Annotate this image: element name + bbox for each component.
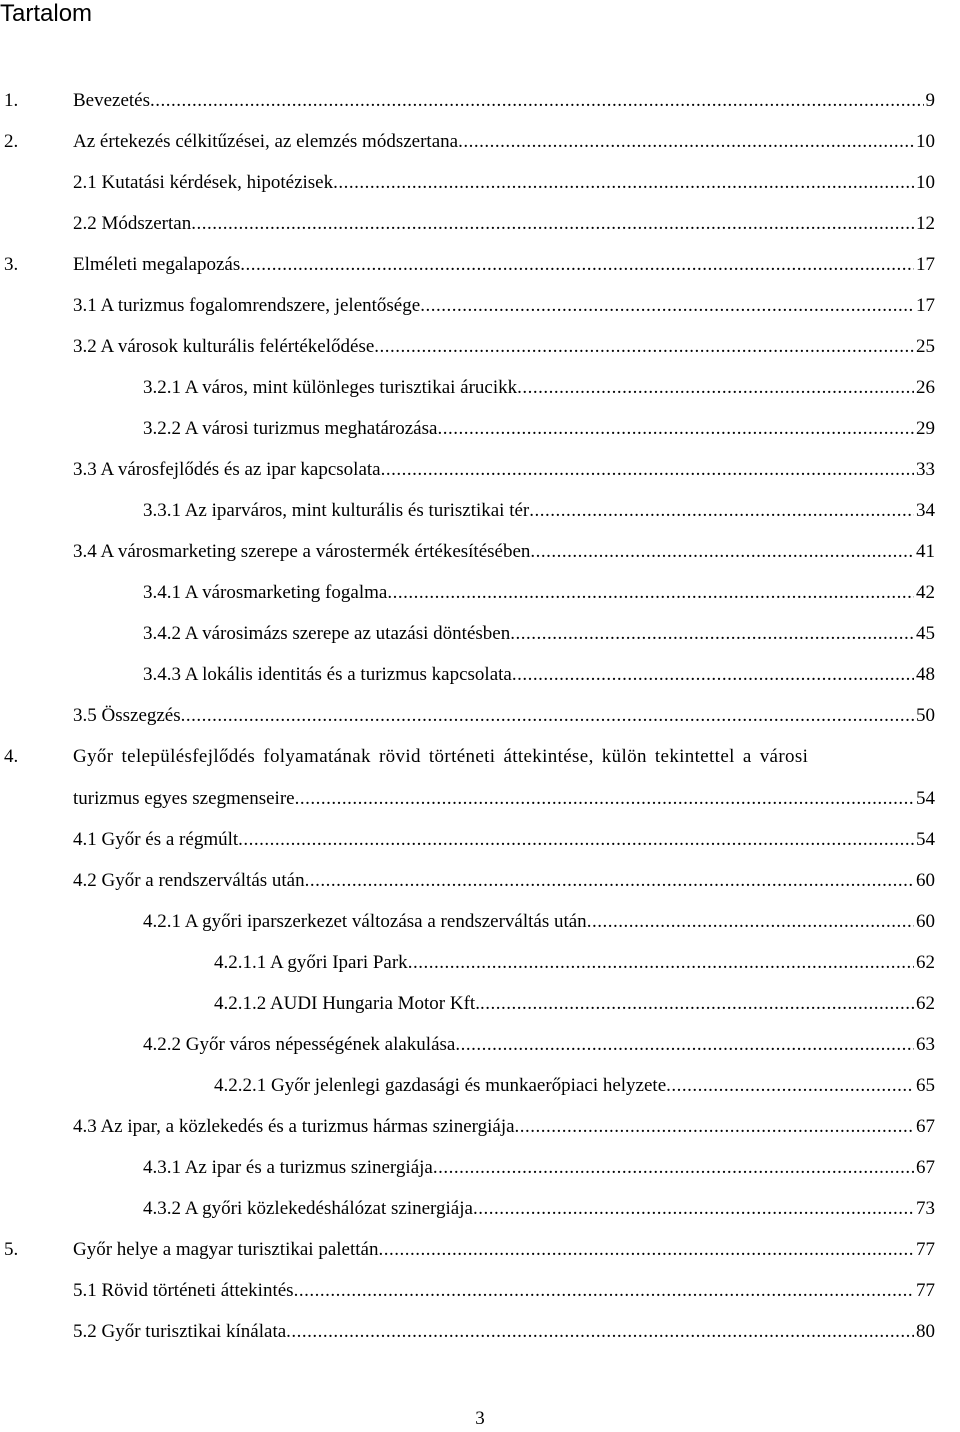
toc-leader-dots xyxy=(512,662,914,688)
toc-leader-dots xyxy=(473,1196,914,1222)
toc-entry-number: 5. xyxy=(4,1239,19,1260)
toc-heading: Tartalom xyxy=(0,0,93,27)
toc-leader-dots xyxy=(381,457,914,483)
toc-entry-title: 3.2 A városok kulturális felértékelődése xyxy=(73,336,375,357)
toc-entry-title: 4.3 Az ipar, a közlekedés és a turizmus hármas szinergiája xyxy=(73,1116,515,1137)
toc-leader-dots xyxy=(408,950,914,976)
toc-entry-title: Elméleti megalapozás xyxy=(73,254,241,275)
toc-entry[interactable] xyxy=(0,1114,935,1140)
toc-entry-title: 3.3 A városfejlődés és az ipar kapcsolata xyxy=(73,459,381,480)
toc-entry-title: 4.2.2 Győr város népességének alakulása xyxy=(143,1034,456,1055)
toc-leader-dots xyxy=(529,498,914,524)
toc-entry-page: 80 xyxy=(916,1321,935,1342)
toc-entry-title: 3.3.1 Az iparváros, mint kulturális és turisztikai tér xyxy=(143,500,530,521)
toc-leader-dots xyxy=(517,375,914,401)
toc-entry[interactable] xyxy=(0,703,935,729)
toc-entry[interactable] xyxy=(0,334,935,360)
toc-leader-dots xyxy=(530,539,914,565)
toc-leader-dots xyxy=(515,1114,914,1140)
toc-entry-line2[interactable] xyxy=(0,786,935,812)
toc-entry-title: 3.4.1 A városmarketing fogalma xyxy=(143,582,388,603)
toc-entry-title: 4.2.1.1 A győri Ipari Park xyxy=(214,952,408,973)
toc-entry-page: 45 xyxy=(916,623,935,644)
toc-entry-number: 3. xyxy=(4,254,19,275)
toc-entry[interactable] xyxy=(0,580,935,606)
toc-leader-dots xyxy=(181,703,914,729)
toc-entry-page: 10 xyxy=(916,172,935,193)
toc-entry-title: Bevezetés xyxy=(73,90,151,111)
toc-leader-dots xyxy=(240,252,914,278)
toc-entry-page: 17 xyxy=(916,295,935,316)
toc-entry-page: 29 xyxy=(916,418,935,439)
toc-entry-title: 2.2 Módszertan xyxy=(73,213,192,234)
toc-entry-title: 3.4 A városmarketing szerepe a várostermék értékesítésében xyxy=(73,541,531,562)
toc-entry-page: 34 xyxy=(916,500,935,521)
toc-entry-title: 2.1 Kutatási kérdések, hipotézisek xyxy=(73,172,334,193)
toc-entry-title: 4.2.1.2 AUDI Hungaria Motor Kft. xyxy=(214,993,480,1014)
toc-entry-page: 73 xyxy=(916,1198,935,1219)
toc-entry-page: 60 xyxy=(916,911,935,932)
toc-leader-dots xyxy=(305,868,914,894)
toc-entry-page: 9 xyxy=(925,90,935,111)
toc-leader-dots xyxy=(437,416,914,442)
toc-entry-page: 67 xyxy=(916,1157,935,1178)
toc-entry[interactable] xyxy=(0,621,935,647)
toc-entry-page: 42 xyxy=(916,582,935,603)
toc-entry-page: 54 xyxy=(916,829,935,850)
toc-entry-number: 1. xyxy=(4,90,19,111)
toc-entry[interactable] xyxy=(0,909,935,935)
toc-entry[interactable] xyxy=(0,457,935,483)
toc-entry-title: 3.4.2 A városimázs szerepe az utazási döntésben xyxy=(143,623,511,644)
toc-entry-page: 63 xyxy=(916,1034,935,1055)
page-number: 3 xyxy=(475,1408,485,1429)
toc-entry-page: 62 xyxy=(916,952,935,973)
toc-entry-title: 4.3.2 A győri közlekedéshálózat szinergiája xyxy=(143,1198,473,1219)
toc-entry-line1[interactable] xyxy=(0,744,960,770)
toc-leader-dots xyxy=(420,293,914,319)
toc-entry-page: 25 xyxy=(916,336,935,357)
toc-leader-dots xyxy=(238,827,914,853)
toc-leader-dots xyxy=(433,1155,914,1181)
toc-entry-page: 77 xyxy=(916,1239,935,1260)
toc-leader-dots xyxy=(294,1278,914,1304)
toc-entry-title: 5.1 Rövid történeti áttekintés xyxy=(73,1280,294,1301)
toc-leader-dots xyxy=(666,1073,914,1099)
toc-entry-page: 12 xyxy=(916,213,935,234)
toc-entry[interactable] xyxy=(0,252,935,278)
toc-entry-title: 3.2.1 A város, mint különleges turisztikai árucikk xyxy=(143,377,518,398)
toc-entry-title: 3.5 Összegzés xyxy=(73,705,181,726)
toc-leader-dots xyxy=(150,88,923,114)
toc-leader-dots xyxy=(480,991,914,1017)
toc-leader-dots xyxy=(458,129,914,155)
toc-entry-title: Győr helye a magyar turisztikai palettán xyxy=(73,1239,379,1260)
toc-entry-title: 3.2.2 A városi turizmus meghatározása xyxy=(143,418,438,439)
toc-entry[interactable] xyxy=(0,375,935,401)
toc-entry-page: 26 xyxy=(916,377,935,398)
toc-entry-title: 3.1 A turizmus fogalomrendszere, jelentősége xyxy=(73,295,421,316)
toc-entry[interactable] xyxy=(0,868,935,894)
toc-entry-number: 4. xyxy=(4,746,19,767)
toc-entry[interactable] xyxy=(0,1073,935,1099)
toc-entry[interactable] xyxy=(0,1278,935,1304)
toc-entry-title: Az értekezés célkitűzései, az elemzés módszertana xyxy=(73,131,459,152)
toc-leader-dots xyxy=(378,1237,914,1263)
toc-entry[interactable] xyxy=(0,293,935,319)
toc-entry[interactable] xyxy=(0,1237,935,1263)
toc-entry-title: Győr településfejlődés folyamatának rövid történeti áttekintése, külön tekintettel a városi xyxy=(73,746,809,767)
toc-entry-page: 50 xyxy=(916,705,935,726)
toc-entry-title: 4.2.1 A győri iparszerkezet változása a rendszerváltás után xyxy=(143,911,587,932)
toc-entry-title: 5.2 Győr turisztikai kínálata xyxy=(73,1321,287,1342)
toc-entry[interactable] xyxy=(0,662,935,688)
toc-entry[interactable] xyxy=(0,991,935,1017)
toc-entry[interactable] xyxy=(0,1155,935,1181)
toc-leader-dots xyxy=(374,334,914,360)
toc-entry-page: 77 xyxy=(916,1280,935,1301)
toc-entry[interactable] xyxy=(0,1196,935,1222)
toc-leader-dots xyxy=(286,1319,914,1345)
toc-entry[interactable] xyxy=(0,170,935,196)
toc-entry-page: 54 xyxy=(916,788,935,809)
toc-entry-page: 41 xyxy=(916,541,935,562)
toc-entry-page: 17 xyxy=(916,254,935,275)
toc-entry-page: 33 xyxy=(916,459,935,480)
toc-entry[interactable] xyxy=(0,1319,935,1345)
toc-entry[interactable] xyxy=(0,498,935,524)
toc-entry-page: 65 xyxy=(916,1075,935,1096)
toc-entry-page: 62 xyxy=(916,993,935,1014)
toc-entry-title: turizmus egyes szegmenseire xyxy=(73,788,295,809)
toc-entry[interactable] xyxy=(0,129,935,155)
toc-leader-dots xyxy=(587,909,914,935)
toc-entry-page: 48 xyxy=(916,664,935,685)
toc-leader-dots xyxy=(333,170,914,196)
toc-entry-number: 2. xyxy=(4,131,19,152)
toc-entry[interactable] xyxy=(0,827,935,853)
toc-leader-dots xyxy=(387,580,914,606)
toc-entry[interactable] xyxy=(0,1032,935,1058)
toc-entry-title: 3.4.3 A lokális identitás és a turizmus kapcsolata xyxy=(143,664,512,685)
toc-leader-dots xyxy=(295,786,914,812)
toc-entry[interactable] xyxy=(0,539,935,565)
toc-entry-page: 67 xyxy=(916,1116,935,1137)
toc-entry-title: 4.3.1 Az ipar és a turizmus szinergiája xyxy=(143,1157,433,1178)
toc-leader-dots xyxy=(510,621,914,647)
toc-leader-dots xyxy=(191,211,914,237)
toc-entry-title: 4.1 Győr és a régmúlt xyxy=(73,829,239,850)
toc-entry[interactable] xyxy=(0,416,935,442)
toc-entry-title: 4.2.2.1 Győr jelenlegi gazdasági és munkaerőpiaci helyzete xyxy=(214,1075,667,1096)
toc-entry-title: 4.2 Győr a rendszerváltás után xyxy=(73,870,305,891)
toc-leader-dots xyxy=(455,1032,914,1058)
toc-entry[interactable] xyxy=(0,950,935,976)
toc-entry-page: 60 xyxy=(916,870,935,891)
toc-entry-page: 10 xyxy=(916,131,935,152)
toc-entry[interactable] xyxy=(0,88,935,114)
toc-entry[interactable] xyxy=(0,211,935,237)
